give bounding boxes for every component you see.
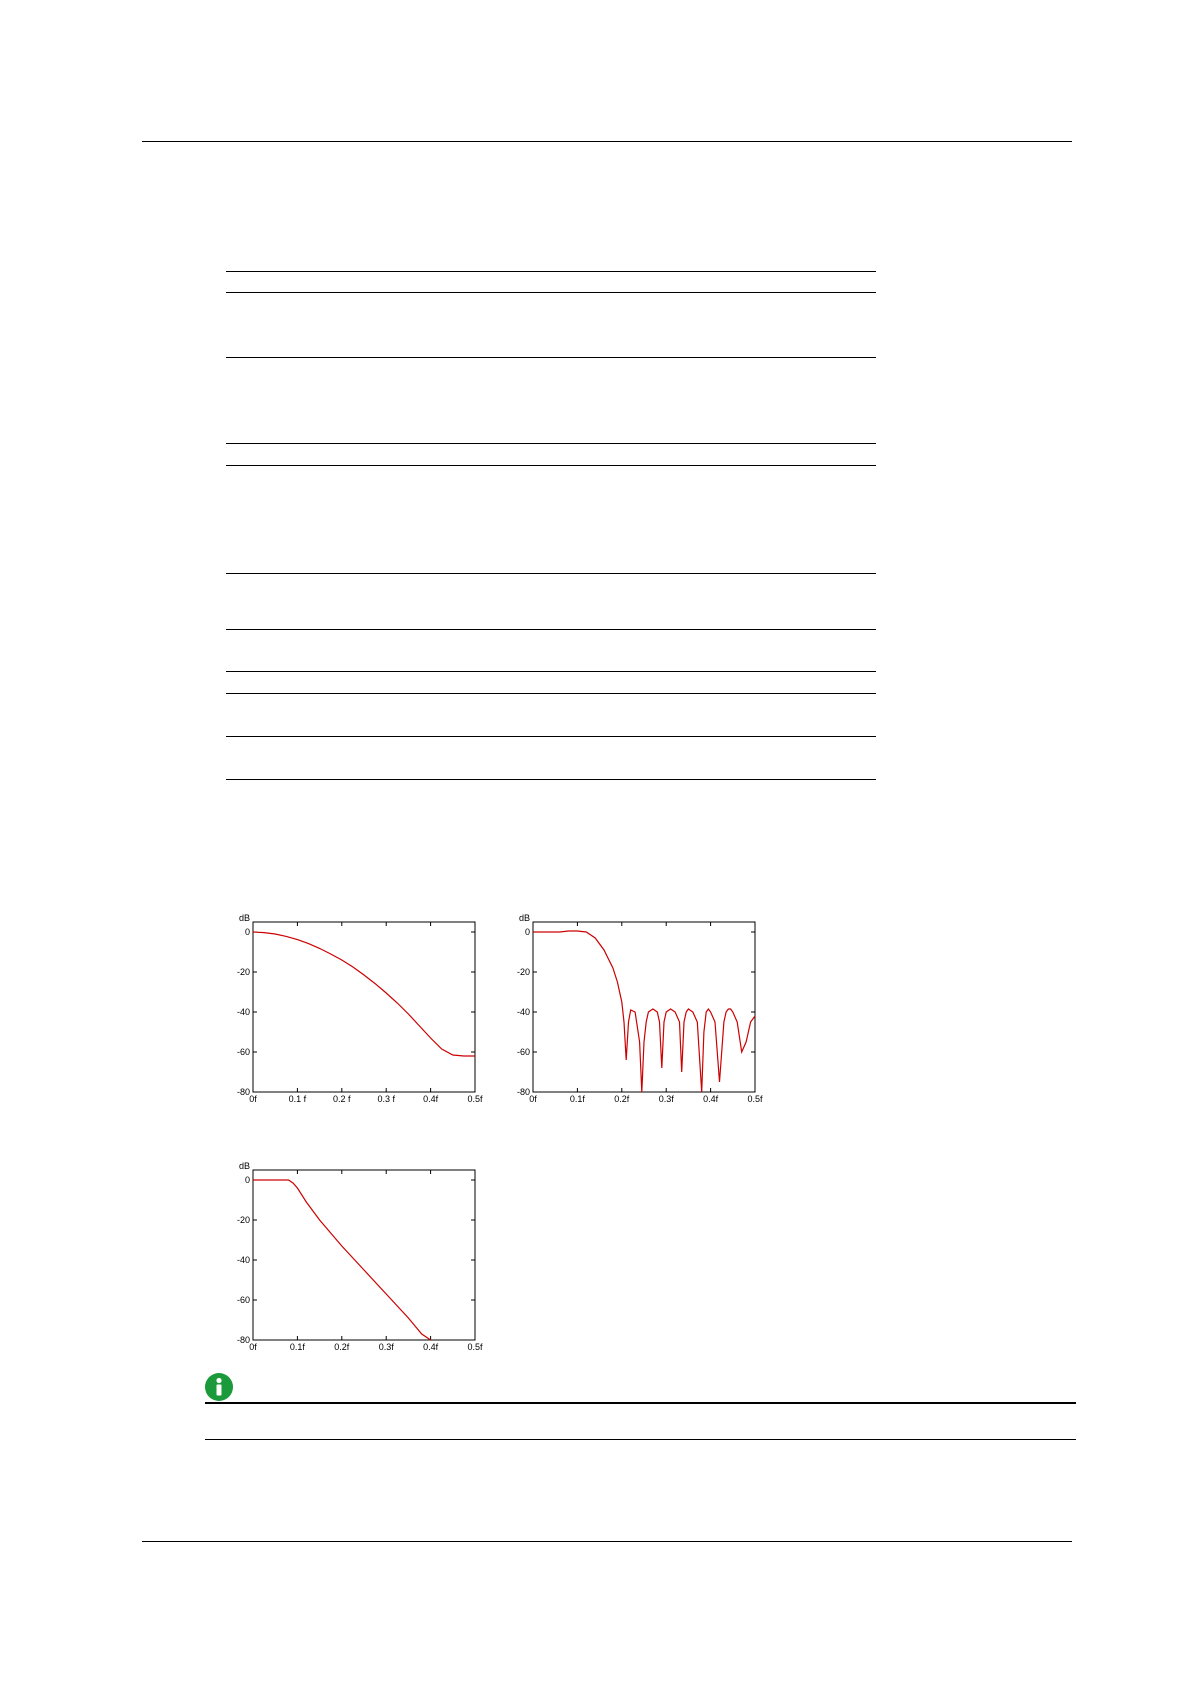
x-tick-label: 0.2 f xyxy=(333,1094,351,1104)
plot-frame xyxy=(253,1170,475,1340)
frequency-response-chart-2 xyxy=(505,915,775,1105)
x-tick-label: 0.5f xyxy=(467,1094,483,1104)
header-rule xyxy=(142,141,1072,142)
y-tick-label: -60 xyxy=(236,1047,250,1057)
table-rule xyxy=(226,736,876,737)
x-tick-label: 0.1 f xyxy=(288,1094,307,1104)
x-tick-label: 0.5f xyxy=(747,1094,763,1104)
x-tick-label: 0.3 f xyxy=(377,1094,395,1104)
info-icon xyxy=(205,1373,233,1401)
y-axis-label: dB xyxy=(518,913,530,923)
response-curve xyxy=(253,1180,431,1340)
table-rule xyxy=(226,573,876,574)
x-tick-label: 0.3f xyxy=(378,1342,394,1352)
y-tick-label: -20 xyxy=(516,967,530,977)
x-tick-label: 0.1f xyxy=(289,1342,305,1352)
x-tick-label: 0f xyxy=(249,1342,257,1352)
y-tick-label: 0 xyxy=(524,927,530,937)
table-rule xyxy=(226,271,876,272)
x-tick-label: 0.3f xyxy=(658,1094,674,1104)
table-rule xyxy=(226,357,876,358)
x-tick-label: 0.1f xyxy=(569,1094,585,1104)
y-tick-label: -40 xyxy=(516,1007,530,1017)
y-axis-label: dB xyxy=(238,1161,250,1171)
note-top-rule xyxy=(205,1402,1076,1404)
y-tick-label: 0 xyxy=(244,927,250,937)
footer-rule xyxy=(142,1541,1072,1542)
note-bottom-rule xyxy=(205,1439,1076,1440)
x-tick-label: 0f xyxy=(249,1094,257,1104)
x-tick-label: 0f xyxy=(529,1094,537,1104)
response-curve xyxy=(533,931,755,1092)
y-tick-label: -80 xyxy=(516,1087,530,1097)
table-rule xyxy=(226,292,876,293)
y-tick-label: -20 xyxy=(236,967,250,977)
table-rule xyxy=(226,779,876,780)
response-curve xyxy=(253,932,475,1056)
plot-frame xyxy=(533,922,755,1092)
x-tick-label: 0.2f xyxy=(334,1342,350,1352)
x-tick-label: 0.4f xyxy=(703,1094,719,1104)
y-tick-label: -80 xyxy=(236,1087,250,1097)
y-tick-label: -40 xyxy=(236,1007,250,1017)
x-tick-label: 0.5f xyxy=(467,1342,483,1352)
frequency-response-chart-1 xyxy=(225,915,495,1105)
y-tick-label: 0 xyxy=(244,1175,250,1185)
y-tick-label: -60 xyxy=(516,1047,530,1057)
table-rule xyxy=(226,443,876,444)
plot-frame xyxy=(253,922,475,1092)
y-tick-label: -60 xyxy=(236,1295,250,1305)
y-tick-label: -20 xyxy=(236,1215,250,1225)
x-tick-label: 0.2f xyxy=(614,1094,630,1104)
x-tick-label: 0.4f xyxy=(423,1094,439,1104)
frequency-response-chart-3 xyxy=(225,1163,495,1353)
y-tick-label: -80 xyxy=(236,1335,250,1345)
table-rule xyxy=(226,693,876,694)
table-rule xyxy=(226,629,876,630)
table-rule xyxy=(226,465,876,466)
y-axis-label: dB xyxy=(238,913,250,923)
table-rule xyxy=(226,671,876,672)
y-tick-label: -40 xyxy=(236,1255,250,1265)
x-tick-label: 0.4f xyxy=(423,1342,439,1352)
